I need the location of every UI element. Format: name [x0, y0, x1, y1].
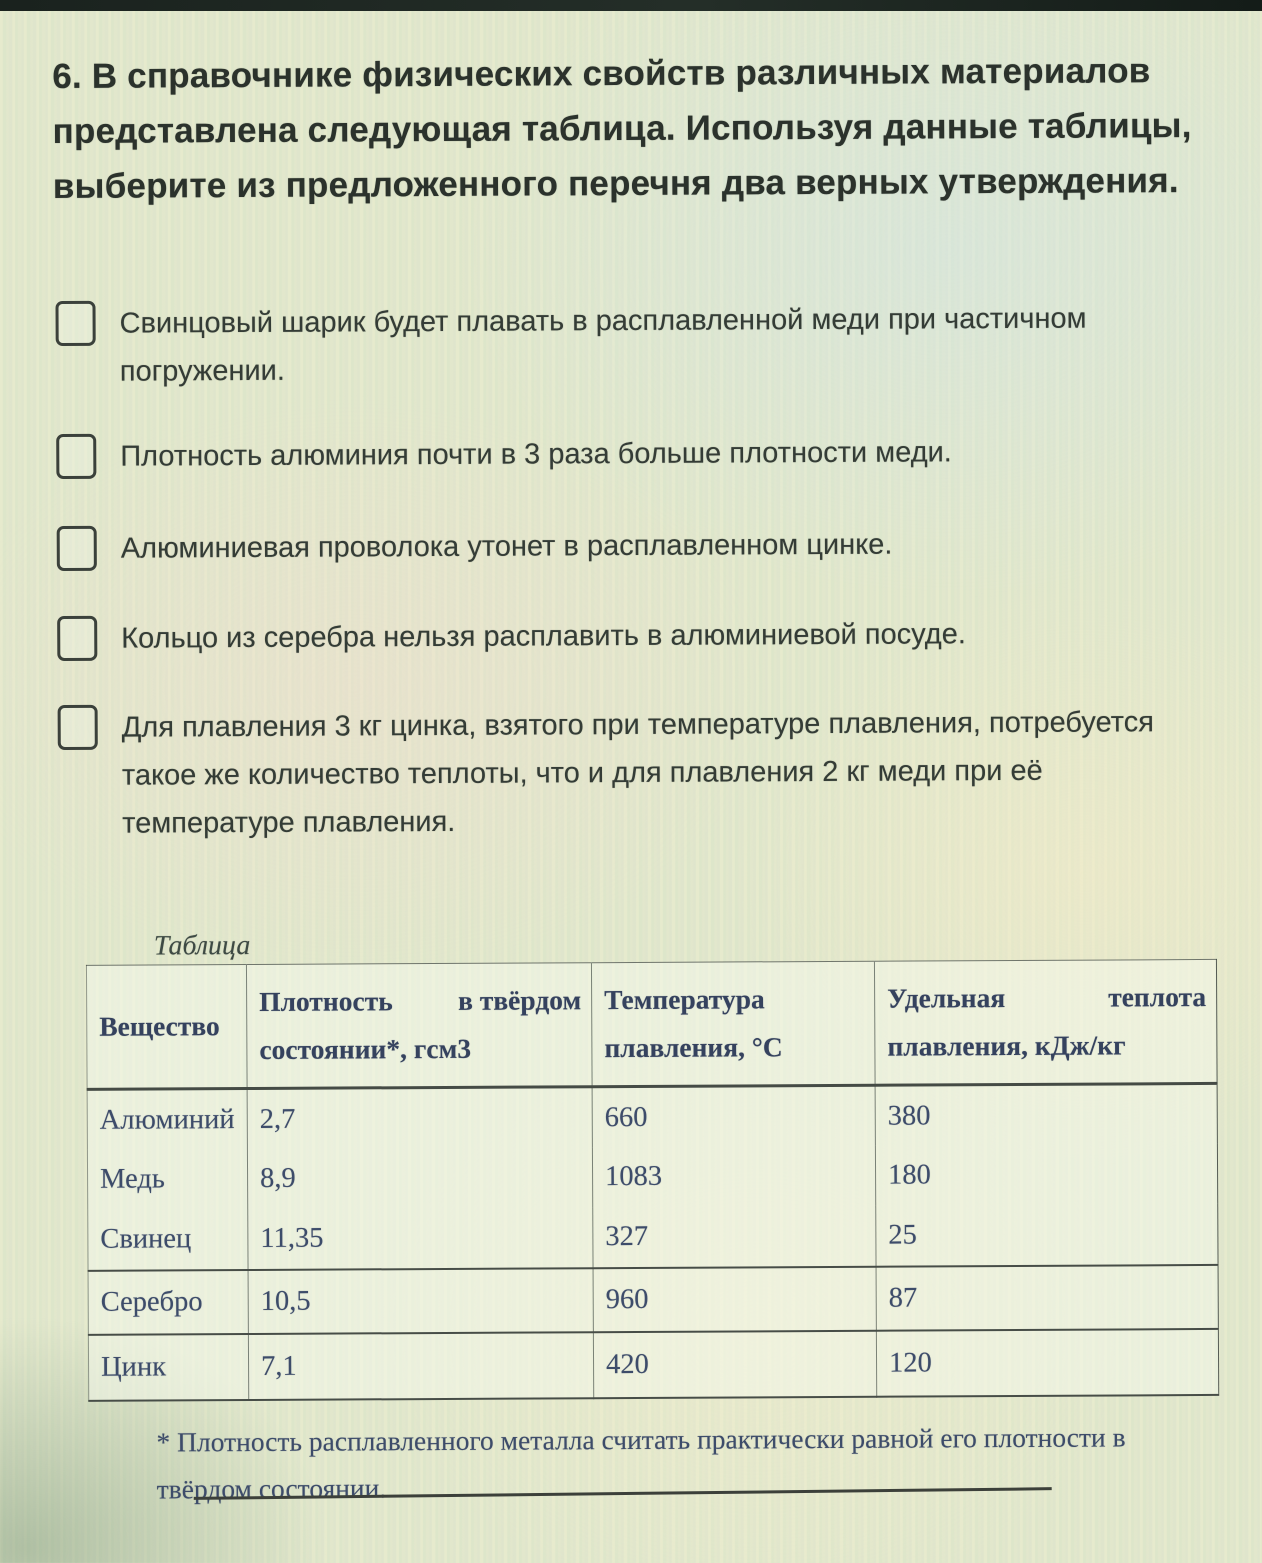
table-header-row: [86, 959, 1217, 1089]
properties-table: [86, 959, 1219, 1402]
melting-header-word: Температура: [604, 983, 765, 1016]
statement-item-2: [56, 427, 1205, 481]
density-header-word-1: Плотность: [259, 985, 393, 1017]
statement-item-4: [57, 609, 1206, 663]
statement-item-5: [58, 698, 1208, 848]
cell-heat-of-fusion: 120: [876, 1329, 1218, 1397]
cell-melting-temp: 960: [593, 1267, 876, 1332]
col-header-heat-of-fusion: [874, 959, 1217, 1085]
cell-density: 7,1: [248, 1332, 593, 1400]
table-row-lead: [88, 1204, 1218, 1271]
statement-label-5: Для плавления 3 кг цинка, взятого при температуре плавления, потребуется такое же количество теплоты, что и для плавления 2 кг меди при её температуре плавления.: [121, 706, 1154, 840]
statement-label-3: Алюминиевая проволока утонет в расплавленном цинке.: [120, 528, 893, 565]
cell-heat-of-fusion: 180: [875, 1144, 1217, 1206]
table-row-silver: [88, 1265, 1218, 1335]
table-row-zinc: [88, 1329, 1218, 1401]
heat-header-word-2: теплота: [1108, 980, 1207, 1013]
heat-header-word-1: Удельная: [887, 982, 1006, 1014]
question-text: 6. В справочнике физических свойств различных материалов представлена следующая таблица. Используя данные таблицы, выберите из предложенного перечня два верных утверждения.: [52, 51, 1192, 207]
cell-melting-temp: 660: [592, 1085, 875, 1147]
density-header-units: состоянии*, гсм3: [259, 1032, 472, 1065]
table-caption: Таблица: [153, 929, 251, 962]
statement-checkbox-2[interactable]: [56, 434, 96, 479]
melting-header-units: плавления, °С: [604, 1031, 783, 1064]
statement-checkbox-3[interactable]: [57, 526, 97, 571]
cell-melting-temp: 327: [593, 1206, 876, 1268]
statement-item-1: [55, 294, 1119, 396]
cell-density: 8,9: [247, 1147, 592, 1209]
col-header-substance: [86, 965, 247, 1090]
statement-label-2: Плотность алюминия почти в 3 раза больше плотности меди.: [120, 436, 952, 473]
table-row-copper: [87, 1144, 1217, 1210]
statement-item-3: [57, 519, 1206, 573]
statement-checkbox-4[interactable]: [57, 616, 97, 661]
statement-checkbox-1[interactable]: [55, 301, 95, 346]
table-row-aluminium: [87, 1083, 1217, 1149]
cell-substance: Алюминий: [99, 1103, 235, 1136]
cell-heat-of-fusion: 380: [875, 1083, 1217, 1145]
col-header-substance-label: Вещество: [99, 1010, 220, 1042]
cell-substance: Медь: [99, 1163, 165, 1195]
cell-substance: Свинец: [100, 1223, 192, 1255]
table-footnote: * Плотность расплавленного металла считать практически равной его плотности в твёрдом состоянии.: [156, 1421, 1126, 1505]
cell-density: 11,35: [248, 1207, 593, 1270]
statement-label-1: Свинцовый шарик будет плавать в расплавленной меди при частичном погружении.: [119, 302, 1087, 388]
heat-header-units: плавления, кДж/кг: [887, 1029, 1126, 1062]
cell-substance: Цинк: [100, 1351, 167, 1383]
statement-checkbox-5[interactable]: [58, 705, 98, 750]
cell-substance: Серебро: [100, 1286, 203, 1318]
cell-density: 2,7: [247, 1087, 592, 1149]
density-header-word-2: в твёрдом: [457, 984, 582, 1016]
cell-density: 10,5: [248, 1268, 593, 1334]
cell-melting-temp: 420: [593, 1331, 876, 1398]
statement-label-4: Кольцо из серебра нельзя расплавить в алюминиевой посуде.: [121, 618, 966, 655]
cell-melting-temp: 1083: [592, 1146, 875, 1207]
col-header-melting-temp: [591, 961, 875, 1086]
col-header-density: [246, 963, 592, 1089]
cell-heat-of-fusion: 87: [876, 1265, 1218, 1331]
cell-heat-of-fusion: 25: [876, 1204, 1218, 1267]
